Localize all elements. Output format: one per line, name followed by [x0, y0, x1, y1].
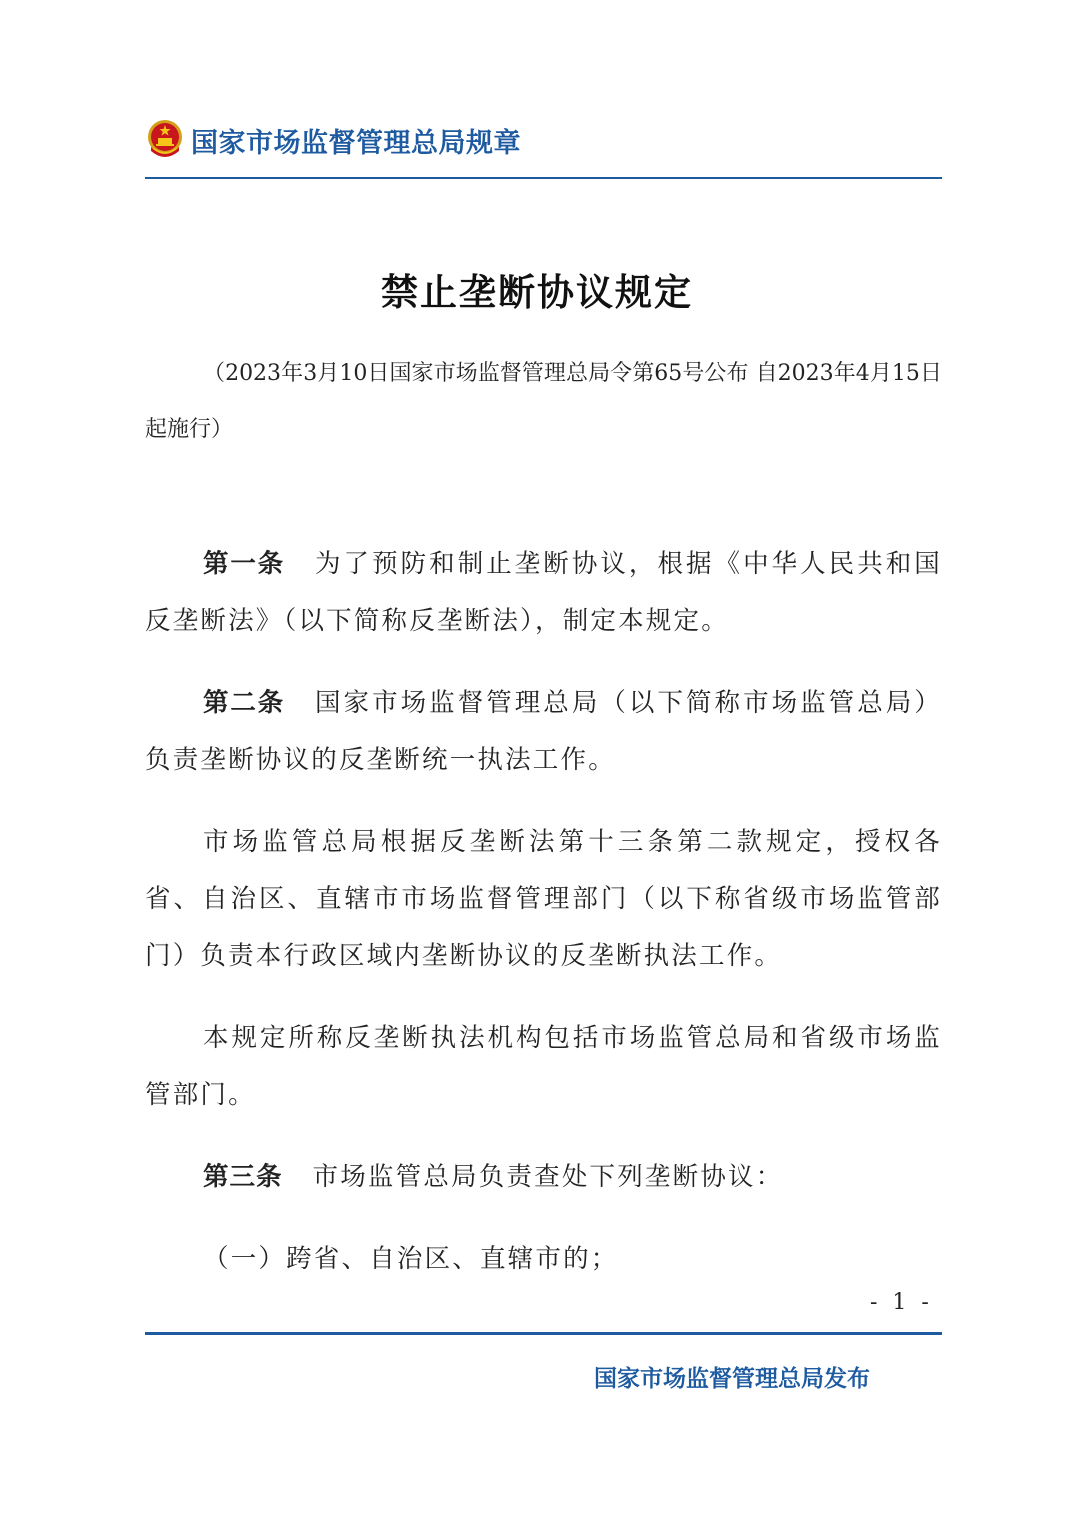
page-number: - 1 -	[870, 1290, 933, 1315]
header-divider	[145, 177, 942, 179]
paragraph-text: 市场监管总局根据反垄断法第十三条第二款规定，授权各省、自治区、直辖市市场监督管理部门（以下称省级市场监管部门）负责本行政区域内垄断协议的反垄断执法工作。	[145, 827, 942, 971]
article-paragraph	[145, 536, 942, 650]
header-title: 国家市场监督管理总局规章	[191, 127, 521, 159]
article-number: 第二条	[203, 688, 286, 718]
document-subtitle: （2023年3月10日国家市场监督管理总局令第65号公布 自2023年4月15日起施行）	[145, 361, 942, 442]
article-number: 第三条	[203, 1162, 283, 1192]
article-paragraph	[145, 1149, 942, 1206]
list-item	[145, 1231, 942, 1288]
paragraph-text: 本规定所称反垄断执法机构包括市场监管总局和省级市场监管部门。	[145, 1023, 942, 1110]
paragraph	[145, 1010, 942, 1124]
paragraph-text: 国家市场监督管理总局（以下简称市场监管总局）负责垄断协议的反垄断统一执法工作。	[145, 688, 942, 775]
footer-divider	[145, 1332, 942, 1335]
paragraph-text: （一）跨省、自治区、直辖市的；	[203, 1244, 619, 1274]
article-paragraph	[145, 675, 942, 789]
article-number: 第一条	[203, 549, 286, 579]
paragraph-text: 为了预防和制止垄断协议，根据《中华人民共和国反垄断法》（以下简称反垄断法），制定本规定。	[145, 549, 942, 636]
document-title: 禁止垄断协议规定	[381, 271, 693, 314]
paragraph-text: 市场监管总局负责查处下列垄断协议：	[312, 1162, 784, 1192]
paragraph	[145, 814, 942, 985]
page-header	[145, 112, 942, 168]
footer-publisher: 国家市场监督管理总局发布	[594, 1366, 870, 1392]
document-body	[145, 536, 942, 1313]
national-emblem-icon	[145, 117, 185, 163]
